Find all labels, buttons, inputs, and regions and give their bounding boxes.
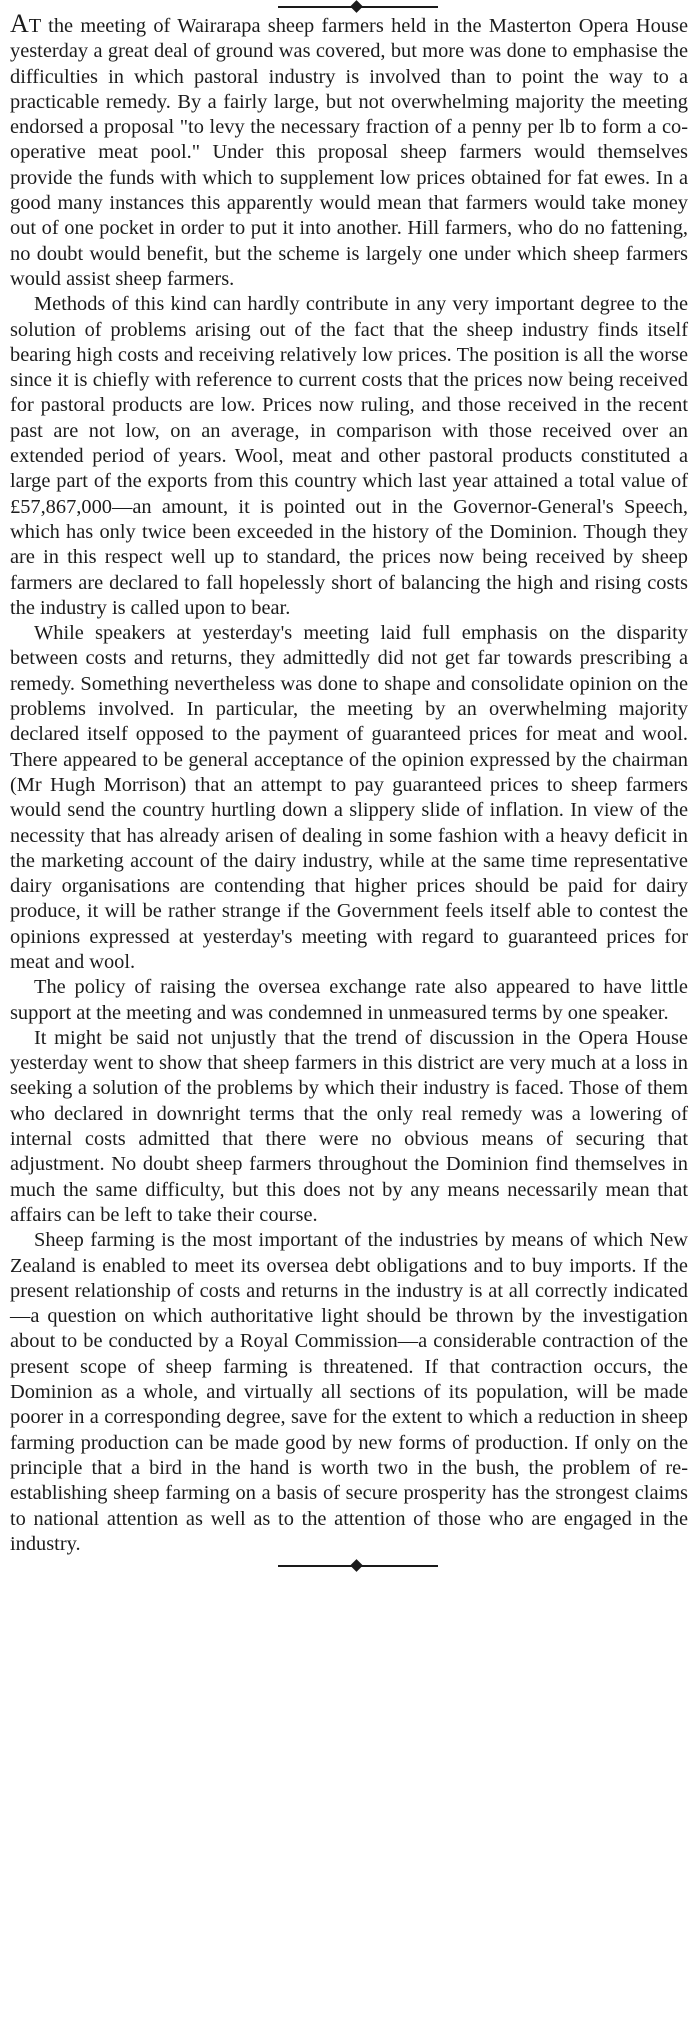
top-ornamental-rule	[10, 0, 688, 14]
diamond-ornament-icon	[350, 1559, 363, 1572]
paragraph-1-text: T the meeting of Wairarapa sheep farmers held in the Masterton Opera House yesterday a great deal of ground was covered, but more was done to emphasise the difficulties in which pastoral industry is involved than to point the way to a practicable remedy. By a fairly large, but not overwhelming majority the meeting endorsed a proposal "to levy the necessary fraction of a penny per lb to form a co-operative meat pool." Under this proposal sheep farmers would themselves provide the funds with which to supplement low prices obtained for fat ewes. In a good many instances this apparently would mean that farmers would take money out of one pocket in order to put it into another. Hill farmers, who do no fattening, no doubt would benefit, but the scheme is largely one under which sheep farmers would assist sheep farmers.	[10, 15, 688, 290]
paragraph-3: While speakers at yesterday's meeting laid full emphasis on the disparity between costs and returns, they admittedly did not get far towards prescribing a remedy. Something nevertheless was done to shape and consolidate opinion on the problems involved. In particular, the meeting by an overwhelming majority declared itself opposed to the payment of guaranteed prices for meat and wool. There appeared to be general acceptance of the opinion expressed by the chairman (Mr Hugh Morrison) that an attempt to pay guaranteed prices to sheep farmers would send the country hurtling down a slippery slide of inflation. In view of the necessity that has already arisen of dealing in some fashion with a heavy deficit in the marketing account of the dairy industry, while at the same time representative dairy organisations are contending that higher prices should be paid for dairy produce, it will be rather strange if the Government feels itself able to contest the opinions expressed at yesterday's meeting with regard to guaranteed prices for meat and wool.	[10, 622, 688, 973]
drop-cap: A	[10, 9, 29, 38]
article-body	[10, 9, 688, 1557]
paragraph-1	[10, 9, 688, 292]
paragraph-4: The policy of raising the oversea exchange rate also appeared to have little support at the meeting and was condemned in unmeasured terms by one speaker.	[10, 976, 688, 1024]
diamond-ornament-icon	[350, 0, 363, 13]
paragraph-2: Methods of this kind can hardly contribute in any very important degree to the solution of problems arising out of the fact that the sheep industry finds itself bearing high costs and receiving relatively low prices. The position is all the worse since it is chiefly with reference to current costs that the prices now being received for pastoral products are low. Prices now ruling, and those received in the recent past are not low, on an average, in comparison with those received over an extended period of years. Wool, meat and other pastoral products constituted a large part of the exports from this country which last year attained a total value of £57,867,000—an amount, it is pointed out in the Governor-General's Speech, which has only twice been exceeded in the history of the Dominion. Though they are in this respect well up to standard, the prices now being received by sheep farmers are declared to fall hopelessly short of balancing the high and rising costs the industry is called upon to bear.	[10, 293, 688, 619]
paragraph-5: It might be said not unjustly that the trend of discussion in the Opera House yesterday went to show that sheep farmers in this district are very much at a loss in seeking a solution of the problems by which their industry is faced. Those of them who declared in downright terms that the only real remedy was a lowering of internal costs admitted that there were no obvious means of securing that adjustment. No doubt sheep farmers throughout the Dominion find themselves in much the same difficulty, but this does not by any means necessarily mean that affairs can be left to take their course.	[10, 1026, 688, 1226]
bottom-ornamental-rule	[10, 1559, 688, 1573]
paragraph-6: Sheep farming is the most important of the industries by means of which New Zealand is enabled to meet its oversea debt obligations and to buy imports. If the present relationship of costs and returns in the industry is at all correctly indicated —a question on which authoritative light should be thrown by the investigation about to be conducted by a Royal Commission—a considerable contraction of the present scope of sheep farming is threatened. If that contraction occurs, the Dominion as a whole, and virtually all sections of its population, will be made poorer in a corresponding degree, save for the extent to which a reduction in sheep farming production can be made good by new forms of production. If only on the principle that a bird in the hand is worth two in the bush, the problem of re-establishing sheep farming on a basis of secure prosperity has the strongest claims to national attention as well as to the attention of those who are engaged in the industry.	[10, 1229, 688, 1555]
